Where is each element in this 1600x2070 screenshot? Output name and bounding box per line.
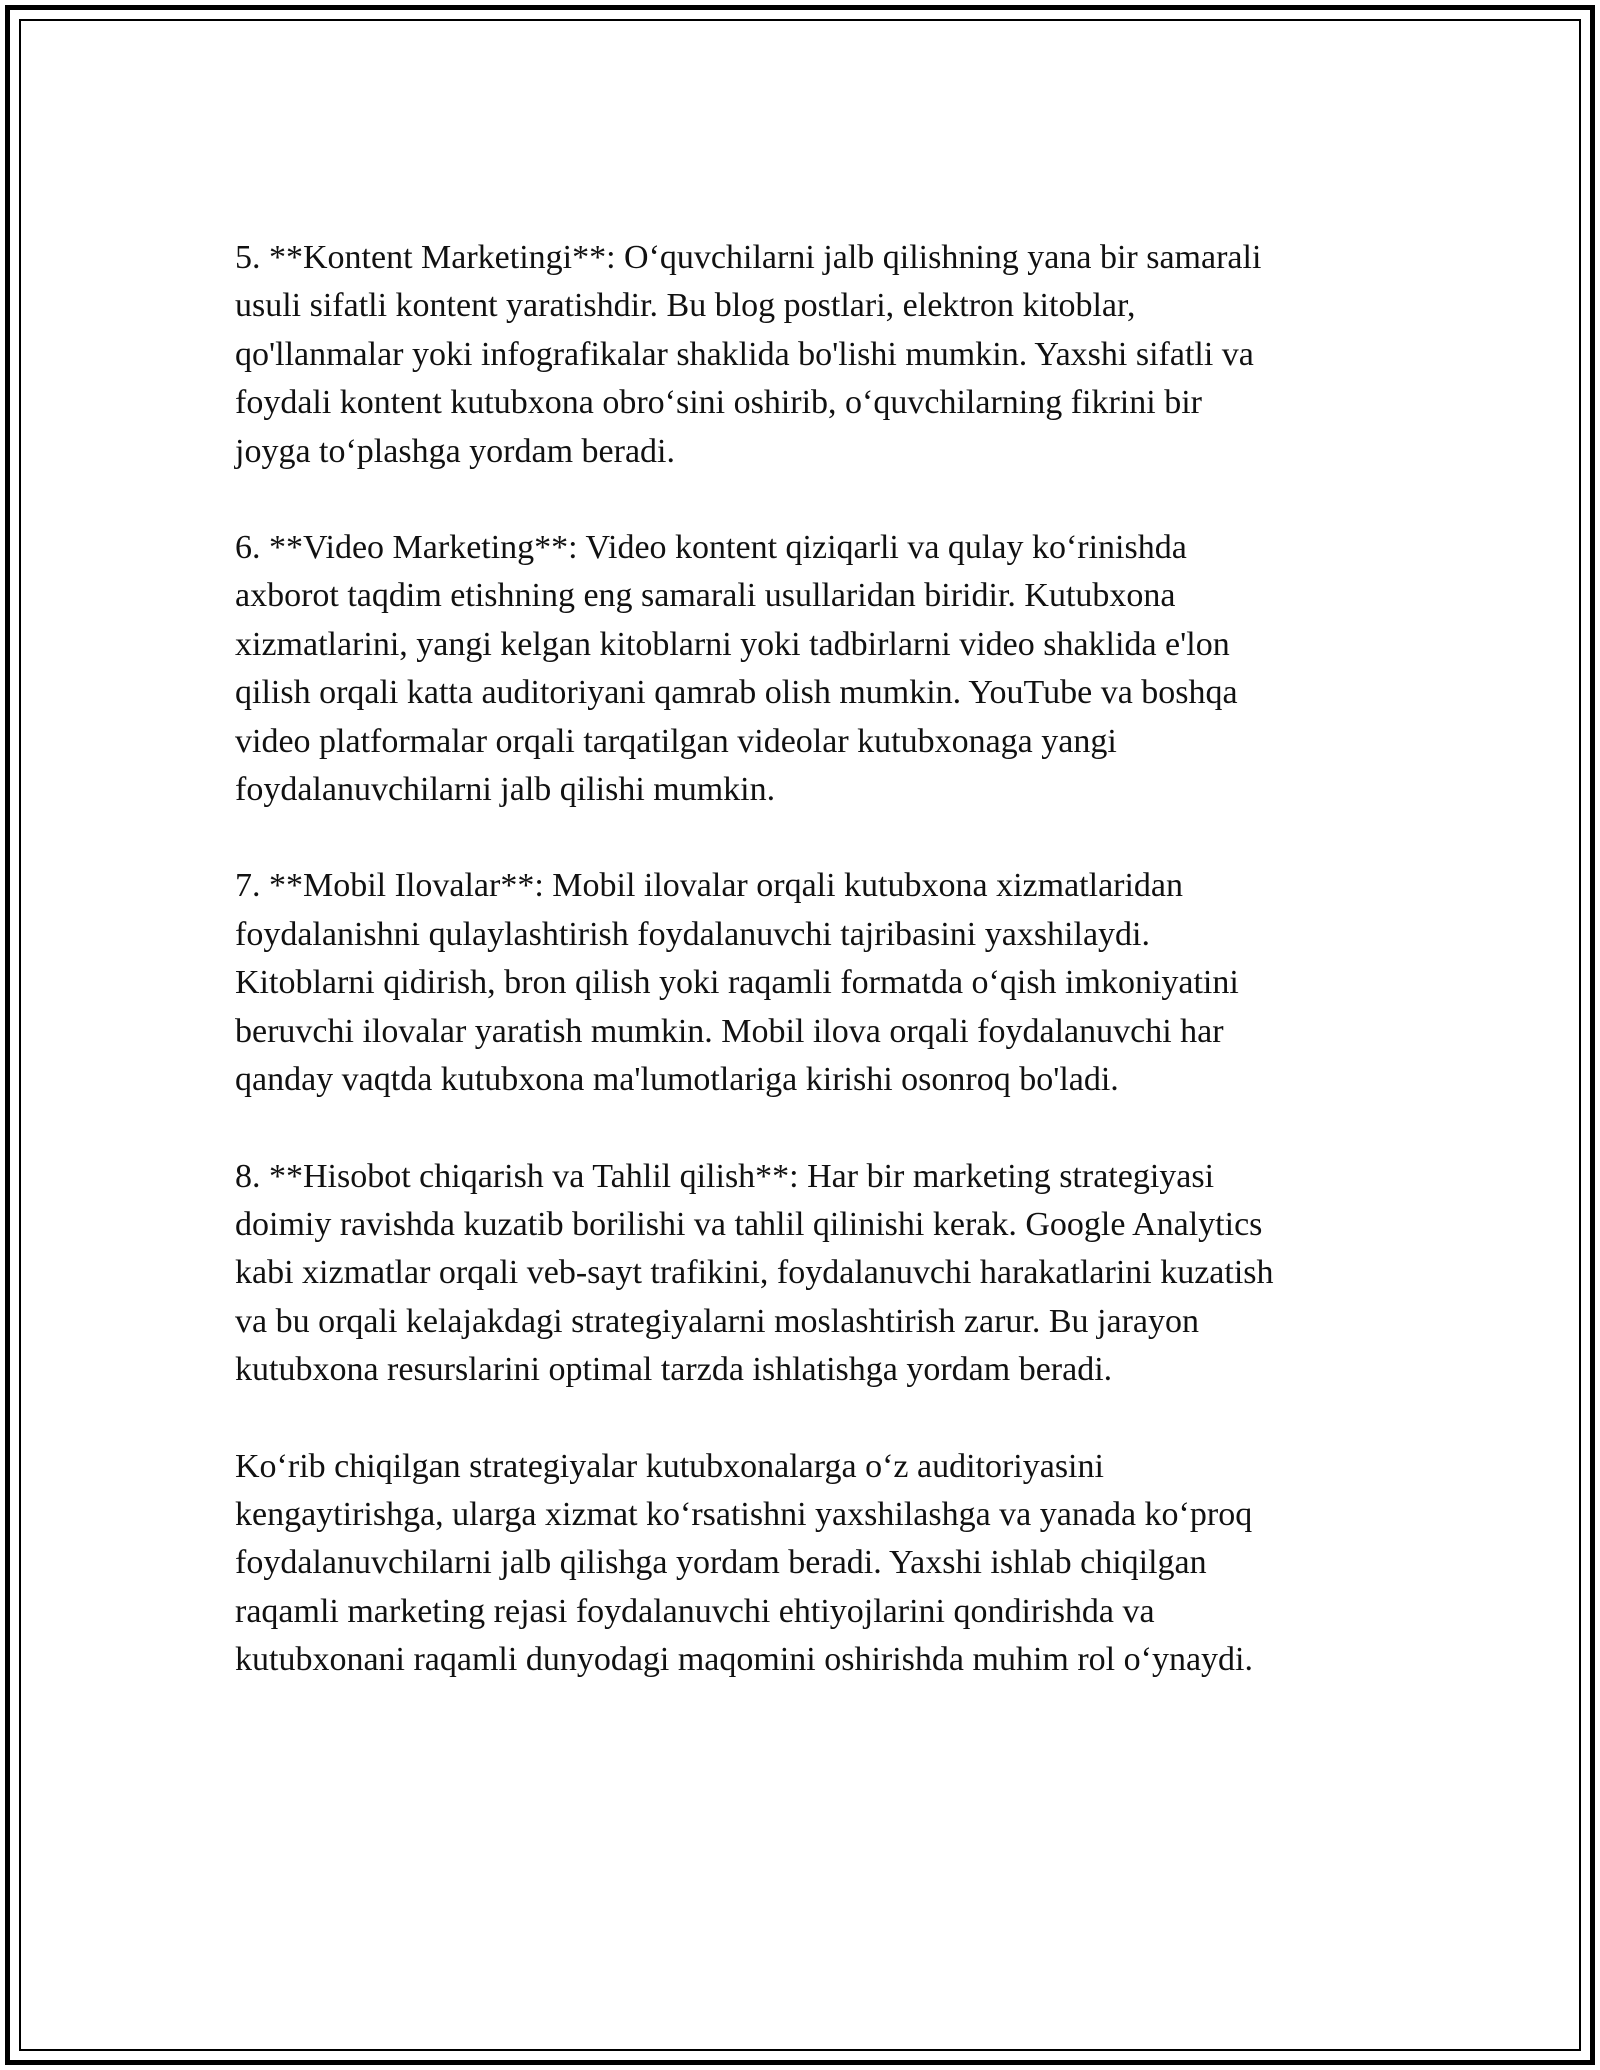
text-line: doimiy ravishda kuzatib borilishi va tahlil qilinishi kerak. Google Analytics bbox=[235, 1205, 1263, 1243]
paragraph-video-marketing bbox=[235, 524, 1375, 814]
text-line: kutubxona resurslarini optimal tarzda ishlatishga yordam beradi. bbox=[235, 1351, 1113, 1389]
text-line: xizmatlarini, yangi kelgan kitoblarni yoki tadbirlarni video shaklida e'lon bbox=[235, 625, 1230, 663]
text-line: Ko‘rib chiqilgan strategiyalar kutubxonalarga o‘z auditoriyasini bbox=[235, 1447, 1104, 1485]
text-line: axborot taqdim etishning eng samarali usullaridan biridir. Kutubxona bbox=[235, 577, 1176, 615]
text-line: kutubxonani raqamli dunyodagi maqomini oshirishda muhim rol o‘ynaydi. bbox=[235, 1641, 1253, 1679]
paragraph-mobil-ilovalar bbox=[235, 862, 1375, 1104]
paragraph-conclusion bbox=[235, 1443, 1375, 1685]
paragraph-kontent-marketingi bbox=[235, 234, 1375, 476]
text-line: foydalanuvchilarni jalb qilishi mumkin. bbox=[235, 771, 776, 809]
text-line: kabi xizmatlar orqali veb-sayt trafikini, foydalanuvchi harakatlarini kuzatish bbox=[235, 1254, 1274, 1292]
text-line: 5. **Kontent Marketingi**: O‘quvchilarni jalb qilishning yana bir samarali bbox=[235, 239, 1262, 276]
text-line: foydalanishni qulaylashtirish foydalanuvchi tajribasini yaxshilaydi. bbox=[235, 915, 1150, 953]
text-line: kengaytirishga, ularga xizmat ko‘rsatishni yaxshilashga va yanada ko‘proq bbox=[235, 1495, 1253, 1533]
paragraph-hisobot-tahlil bbox=[235, 1153, 1375, 1395]
text-line: 6. **Video Marketing**: Video kontent qiziqarli va qulay ko‘rinishda bbox=[235, 529, 1187, 567]
text-line: Kitoblarni qidirish, bron qilish yoki raqamli formatda o‘qish imkoniyatini bbox=[235, 964, 1239, 1002]
text-line: 8. **Hisobot chiqarish va Tahlil qilish**: Har bir marketing strategiyasi bbox=[235, 1157, 1215, 1195]
text-line: qanday vaqtda kutubxona ma'lumotlariga kirishi osonroq bo'ladi. bbox=[235, 1061, 1119, 1099]
document-body bbox=[235, 234, 1375, 1733]
text-line: raqamli marketing rejasi foydalanuvchi ehtiyojlarini qondirishda va bbox=[235, 1592, 1155, 1630]
text-line: beruvchi ilovalar yaratish mumkin. Mobil ilova orqali foydalanuvchi har bbox=[235, 1012, 1224, 1050]
text-line: va bu orqali kelajakdagi strategiyalarni moslashtirish zarur. Bu jarayon bbox=[235, 1302, 1199, 1340]
text-line: usuli sifatli kontent yaratishdir. Bu blog postlari, elektron kitoblar, bbox=[235, 287, 1136, 325]
text-line: joyga to‘plashga yordam beradi. bbox=[235, 432, 675, 470]
text-line: qilish orqali katta auditoriyani qamrab olish mumkin. YouTube va boshqa bbox=[235, 674, 1238, 712]
text-line: qo'llanmalar yoki infografikalar shaklida bo'lishi mumkin. Yaxshi sifatli va bbox=[235, 335, 1254, 373]
text-line: foydalanuvchilarni jalb qilishga yordam beradi. Yaxshi ishlab chiqilgan bbox=[235, 1544, 1207, 1582]
text-line: foydali kontent kutubxona obro‘sini oshirib, o‘quvchilarning fikrini bir bbox=[235, 384, 1202, 422]
text-line: video platformalar orqali tarqatilgan videolar kutubxonaga yangi bbox=[235, 722, 1117, 760]
text-line: 7. **Mobil Ilovalar**: Mobil ilovalar orqali kutubxona xizmatlaridan bbox=[235, 867, 1184, 905]
